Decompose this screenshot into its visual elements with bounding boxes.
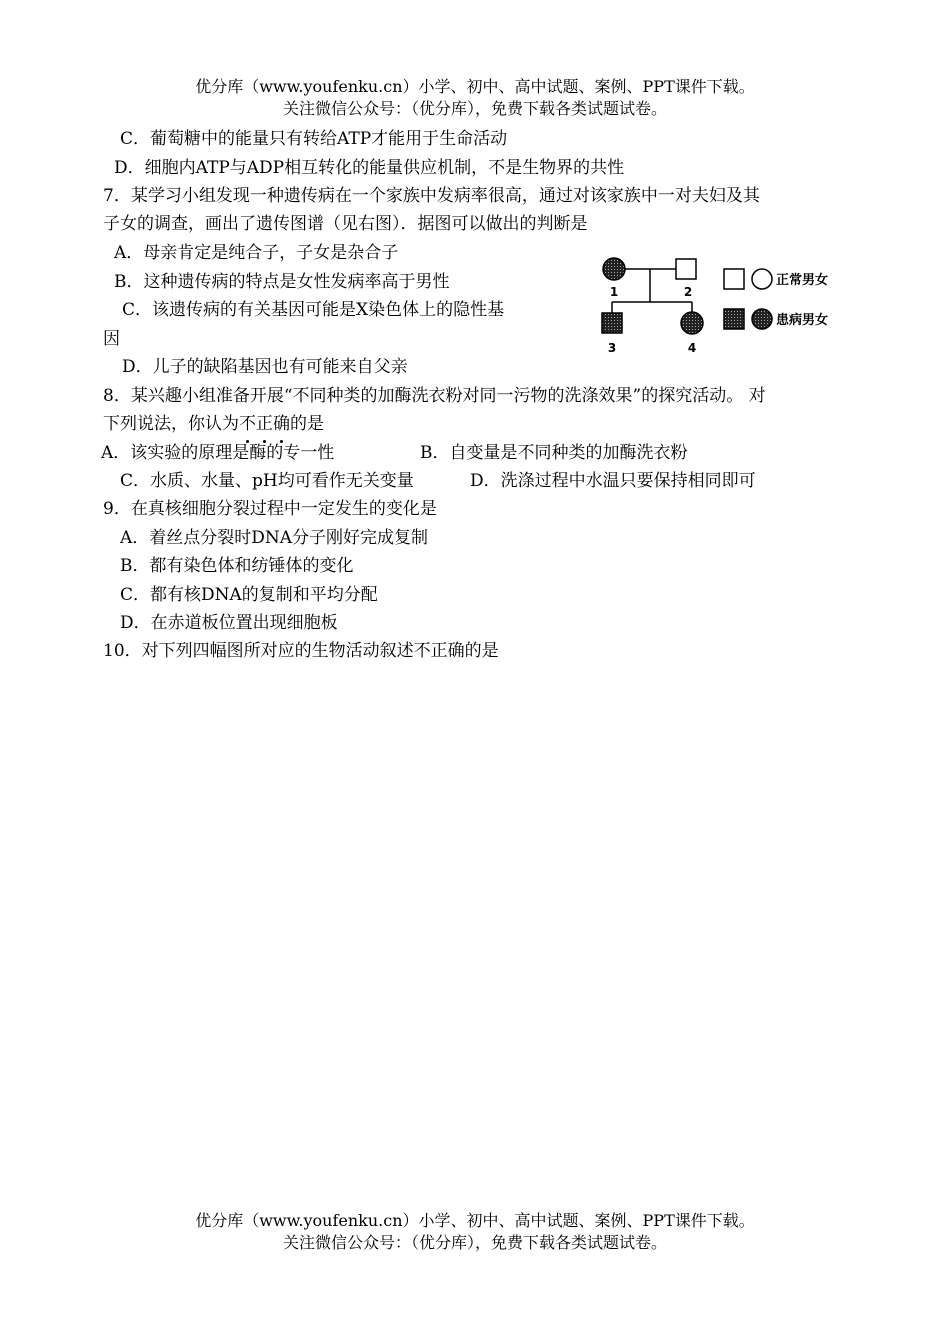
legend-affected-male (724, 309, 744, 329)
q9-option-d: D．在赤道板位置出现细胞板 (120, 613, 338, 633)
label-3: 3 (607, 341, 617, 355)
affected-female-1 (603, 258, 625, 280)
affected-female-4 (681, 312, 703, 334)
emphasis-char-3: 确 (273, 414, 290, 434)
legend-affected-female (752, 309, 772, 329)
q8-option-b: B．自变量是不同种类的加酶洗衣粉 (420, 443, 688, 463)
q7-stem-line-1: 7．某学习小组发现一种遗传病在一个家族中发病率很高，通过对该家族中一对夫妇及其 (103, 186, 760, 206)
q9-option-a: A．着丝点分裂时DNA分子刚好完成复制 (120, 528, 429, 548)
q7-option-a: A．母亲肯定是纯合子，子女是杂合子 (114, 243, 399, 263)
footer-line-2: 关注微信公众号：（优分库），免费下载各类试题试卷。 (282, 1233, 667, 1252)
label-2: 2 (683, 285, 693, 299)
header-line-1: 优分库（www.youfenku.cn）小学、初中、高中试题、案例、PPT课件下载。 (195, 77, 755, 96)
q8-option-c: C．水质、水量、pH均可看作无关变量 (120, 471, 414, 491)
pedigree-chart (596, 254, 876, 359)
label-4: 4 (687, 341, 697, 355)
q9-option-c: C．都有核DNA的复制和平均分配 (120, 585, 378, 605)
q9-stem: 9．在真核细胞分裂过程中一定发生的变化是 (103, 499, 437, 519)
legend-normal-female (752, 269, 772, 289)
q7-stem-line-2: 子女的调查，画出了遗传图谱（见右图）．据图可以做出的判断是 (103, 214, 588, 234)
normal-male-2 (676, 259, 696, 279)
q7-option-c-line-1: C．该遗传病的有关基因可能是X染色体上的隐性基 (122, 300, 505, 320)
q8-stem-line-1: 8．某兴趣小组准备开展“不同种类的加酶洗衣粉对同一污物的洗涤效果”的探究活动。 对 (103, 386, 766, 406)
emphasis-char-2: 正 (256, 414, 273, 434)
affected-male-3 (602, 313, 622, 333)
label-1: 1 (609, 285, 619, 299)
q8-stem-post: 的是 (290, 414, 324, 434)
legend-normal-male (724, 269, 744, 289)
legend-affected-label: 患病男女 (776, 313, 829, 328)
q8-option-d: D．洗涤过程中水温只要保持相同即可 (470, 471, 756, 491)
q8-option-a: A．该实验的原理是酶的专一性 (101, 443, 335, 463)
emphasis-char-1: 不 (239, 414, 256, 434)
q8-stem-line-2 (103, 412, 324, 436)
q8-stem-pre: 下列说法，你认为 (103, 414, 239, 434)
q7-option-b: B．这种遗传病的特点是女性发病率高于男性 (114, 272, 450, 292)
q6-option-c: C．葡萄糖中的能量只有转给ATP才能用于生命活动 (120, 129, 508, 149)
legend-normal-label: 正常男女 (776, 273, 829, 288)
q7-option-c-line-2: 因 (103, 329, 120, 349)
footer-line-1: 优分库（www.youfenku.cn）小学、初中、高中试题、案例、PPT课件下载。 (195, 1211, 755, 1230)
q7-option-d: D．儿子的缺陷基因也有可能来自父亲 (122, 357, 408, 377)
q9-option-b: B．都有染色体和纺锤体的变化 (120, 556, 354, 576)
q6-option-d: D．细胞内ATP与ADP相互转化的能量供应机制，不是生物界的共性 (114, 158, 625, 178)
q10-stem: 10．对下列四幅图所对应的生物活动叙述不正确的是 (103, 641, 499, 661)
header-line-2: 关注微信公众号：（优分库），免费下载各类试题试卷。 (282, 99, 667, 118)
